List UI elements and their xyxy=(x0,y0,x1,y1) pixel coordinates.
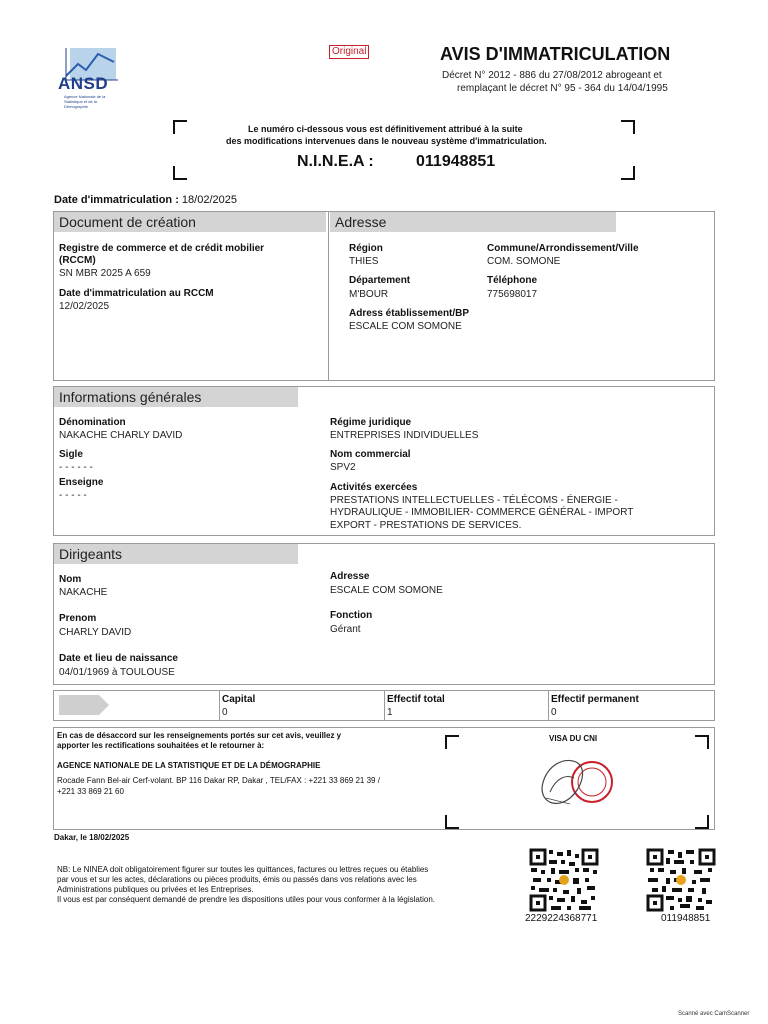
ninea-note-2: des modifications intervenues dans le nouveau système d'immatriculation. xyxy=(226,136,547,146)
denomination-label: Dénomination xyxy=(59,417,126,428)
visa-stamp xyxy=(536,748,616,816)
naissance-label: Date et lieu de naissance xyxy=(59,653,178,664)
region-value: THIES xyxy=(349,256,379,267)
effectif-total-label: Effectif total xyxy=(387,694,445,705)
visa-corner-tr xyxy=(695,735,709,749)
departement-value: M'BOUR xyxy=(349,289,389,300)
nb-line-2: par vous et sur les actes, déclarations ou pièces produits, émis ou passés dans vos relations avec les xyxy=(57,875,417,884)
rccm-date-value: 12/02/2025 xyxy=(59,301,110,312)
general-info-header: Informations générales xyxy=(54,387,298,407)
nom-value: NAKACHE xyxy=(59,587,108,598)
prenom-label: Prenom xyxy=(59,613,97,624)
telephone-value: 775698017 xyxy=(487,289,538,300)
nb-line-3: Administrations publiques ou privées et les Entreprises. xyxy=(57,885,254,894)
logo-text: ANSD xyxy=(58,74,109,93)
registration-date-label: Date d'immatriculation : xyxy=(54,194,179,206)
commune-value: COM. SOMONE xyxy=(487,256,561,267)
capital-label: Capital xyxy=(222,694,256,705)
section-divider xyxy=(328,211,329,381)
commune-label: Commune/Arrondissement/Ville xyxy=(487,243,639,254)
contact-line-2: apporter les rectifications souhaitées et le retourner à: xyxy=(57,741,265,750)
capital-divider-2 xyxy=(384,690,385,721)
activites-line-3: EXPORT - PRESTATIONS DE SERVICES. xyxy=(330,520,522,531)
decree-line-1: Décret N° 2012 - 886 du 27/08/2012 abrogeant et xyxy=(442,70,662,81)
regime-label: Régime juridique xyxy=(330,417,412,428)
qr-caption-1: 2229224368771 xyxy=(525,913,598,924)
visa-corner-br xyxy=(695,815,709,829)
fonction-label: Fonction xyxy=(330,610,373,621)
sigle-value: - - - - - - xyxy=(59,462,93,473)
scanner-mark: Scanné avec CamScanner xyxy=(678,1011,750,1017)
region-label: Région xyxy=(349,243,383,254)
logo-subtitle: Agence Nationale de la Statistique et de la Démographie xyxy=(64,94,106,109)
ninea-note-1: Le numéro ci-dessous vous est définitivement attribué à la suite xyxy=(248,124,523,134)
ninea-corner-bl xyxy=(173,166,187,180)
nom-commercial-value: SPV2 xyxy=(330,462,356,473)
denomination-value: NAKACHE CHARLY DAVID xyxy=(59,430,183,441)
registration-date-value: 18/02/2025 xyxy=(181,194,237,206)
rccm-label-1: Registre de commerce et de crédit mobilier xyxy=(59,243,265,254)
prenom-value: CHARLY DAVID xyxy=(59,627,132,638)
registration-date xyxy=(54,194,237,206)
document-creation-header: Document de création xyxy=(54,212,326,232)
effectif-permanent-value: 0 xyxy=(551,707,557,718)
nb-line-1: NB: Le NINEA doit obligatoirement figurer sur toutes les quittances, factures ou lettres reçues ou établies xyxy=(57,865,429,874)
qr-caption-2: 011948851 xyxy=(661,913,711,924)
nom-commercial-label: Nom commercial xyxy=(330,449,411,460)
enseigne-value: - - - - - xyxy=(59,490,87,501)
decree-line-2: remplaçant le décret N° 95 - 364 du 14/04/1995 xyxy=(457,83,668,94)
rccm-value: SN MBR 2025 A 659 xyxy=(59,268,151,279)
dirigeant-adresse-value: ESCALE COM SOMONE xyxy=(330,585,443,596)
visa-label: VISA DU CNI xyxy=(549,734,598,743)
agency-name: AGENCE NATIONALE DE LA STATISTIQUE ET DE LA DÉMOGRAPHIE xyxy=(57,761,321,770)
qr-code-1 xyxy=(529,848,599,912)
page-title: AVIS D'IMMATRICULATION xyxy=(440,44,671,64)
capital-divider-3 xyxy=(548,690,549,721)
rccm-date-label: Date d'immatriculation au RCCM xyxy=(59,288,214,299)
capital-divider-1 xyxy=(219,690,220,721)
visa-corner-bl xyxy=(445,815,459,829)
rccm-label-2: (RCCM) xyxy=(59,255,96,266)
effectif-total-value: 1 xyxy=(387,707,393,718)
ninea-label: N.I.N.E.A : xyxy=(297,153,374,170)
telephone-label: Téléphone xyxy=(487,275,538,286)
place-date: Dakar, le 18/02/2025 xyxy=(54,833,130,842)
effectif-permanent-label: Effectif permanent xyxy=(551,694,639,705)
agency-address-1: Rocade Fann Bel-air Cerf-volant. BP 116 Dakar RP, Dakar , TEL/FAX : +221 33 869 21 39 / xyxy=(57,776,380,785)
dirigeant-adresse-label: Adresse xyxy=(330,571,370,582)
ninea-value: 011948851 xyxy=(416,153,496,170)
ninea-corner-tr xyxy=(621,120,635,134)
naissance-value: 04/01/1969 à TOULOUSE xyxy=(59,667,175,678)
activites-line-2: HYDRAULIQUE - IMMOBILIER- COMMERCE GÉNÉRAL - IMPORT xyxy=(330,507,634,518)
qr-code-2 xyxy=(646,848,716,912)
nom-label: Nom xyxy=(59,574,82,585)
visa-corner-tl xyxy=(445,735,459,749)
enseigne-label: Enseigne xyxy=(59,477,104,488)
activites-label: Activités exercées xyxy=(330,482,418,493)
original-stamp: Original xyxy=(329,45,369,59)
departement-label: Département xyxy=(349,275,411,286)
dirigeants-header: Dirigeants xyxy=(54,544,298,564)
fonction-value: Gérant xyxy=(330,624,361,635)
etablissement-value: ESCALE COM SOMONE xyxy=(349,321,462,332)
sigle-label: Sigle xyxy=(59,449,83,460)
etablissement-label: Adress établissement/BP xyxy=(349,308,470,319)
contact-line-1: En cas de désaccord sur les renseignements portés sur cet avis, veuillez y xyxy=(57,731,342,740)
activites-line-1: PRESTATIONS INTELLECTUELLES - TÉLÉCOMS - ÉNERGIE - xyxy=(330,495,618,506)
agency-address-2: +221 33 869 21 60 xyxy=(57,787,124,796)
adresse-header: Adresse xyxy=(330,212,616,232)
ninea-corner-tl xyxy=(173,120,187,134)
regime-value: ENTREPRISES INDIVIDUELLES xyxy=(330,430,479,441)
ninea-corner-br xyxy=(621,166,635,180)
capital-value: 0 xyxy=(222,707,228,718)
arrow-shape xyxy=(59,695,109,715)
nb-line-4: Il vous est par conséquent demandé de prendre les dispositions utiles pour vous conformer à la législation. xyxy=(57,895,435,904)
